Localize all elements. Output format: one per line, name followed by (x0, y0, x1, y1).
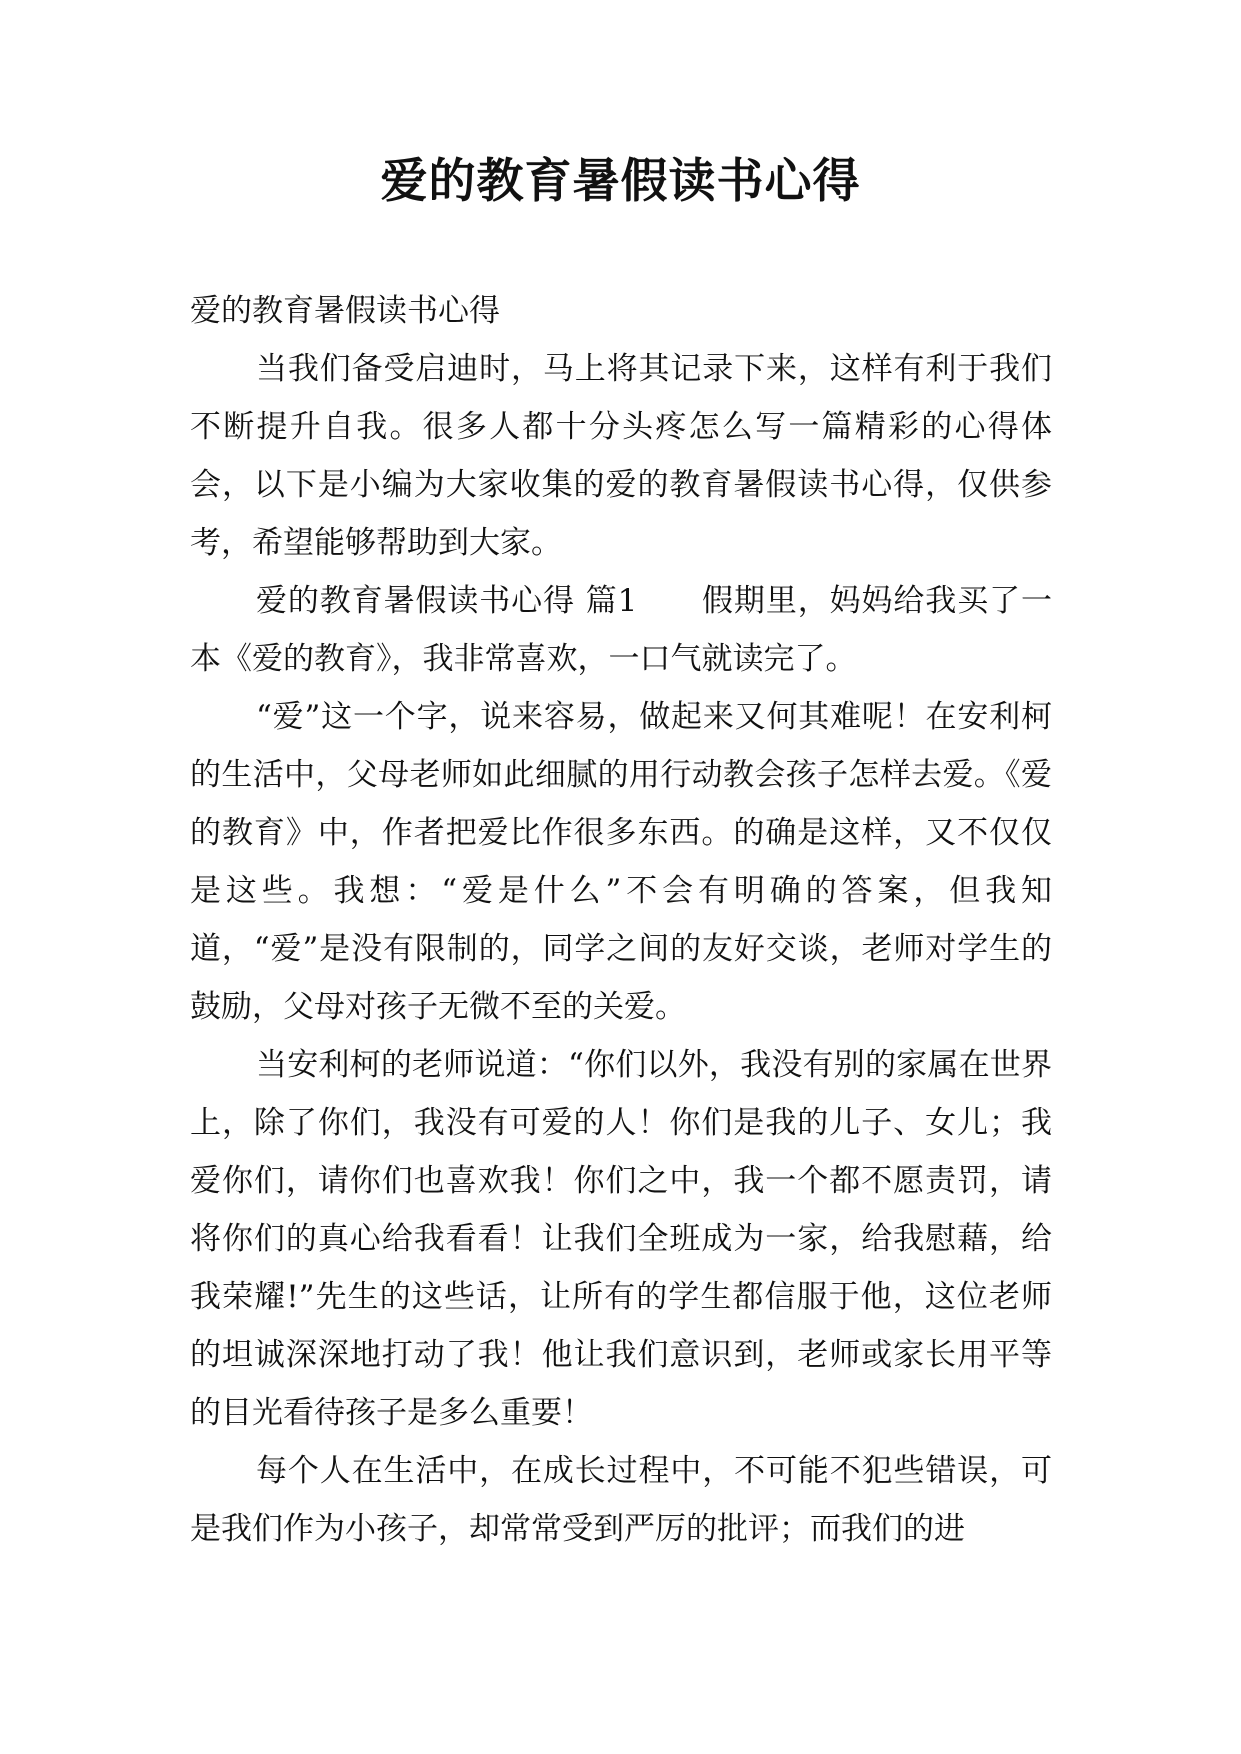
document-title: 爱的教育暑假读书心得 (380, 154, 861, 209)
paragraph-teacher: 当安利柯的老师说道：“你们以外，我没有别的家属在世界上，除了你们，我没有可爱的人！你们是我的儿子、女儿；我爱你们，请你们也喜欢我！你们之中，我一个都不愿责罚，请将你们的真心给我看看！让我们全班成为一家，给我慰藉，给我荣耀!”先生的这些话，让所有的学生都信服于他，这位老师的坦诚深深地打动了我！他让我们意识到，老师或家长用平等的目光看待孩子是多么重要！ (190, 1047, 1052, 1431)
paragraph-love: “爱”这一个字，说来容易，做起来又何其难呢！在安利柯的生活中，父母老师如此细腻的用行动教会孩子怎样去爱。《爱的教育》中，作者把爱比作很多东西。的确是这样，又不仅仅是这些。我想：“爱是什么”不会有明确的答案，但我知道，“爱”是没有限制的，同学之间的友好交谈，老师对学生的鼓励，父母对孩子无微不至的关爱。 (190, 699, 1052, 1025)
paragraph-intro: 当我们备受启迪时，马上将其记录下来，这样有利于我们不断提升自我。很多人都十分头疼怎么写一篇精彩的心得体会，以下是小编为大家收集的爱的教育暑假读书心得，仅供参考，希望能够帮助到大家。 (190, 351, 1052, 561)
document-subtitle: 爱的教育暑假读书心得 (190, 293, 500, 329)
paragraph-mistakes: 每个人在生活中，在成长过程中，不可能不犯些错误，可是我们作为小孩子，却常常受到严厉的批评；而我们的进 (190, 1453, 1052, 1547)
paragraph-chapter-1: 爱的教育暑假读书心得 篇1 假期里，妈妈给我买了一本《爱的教育》，我非常喜欢，一口气就读完了。 (190, 583, 1052, 677)
document-body (190, 282, 1052, 1558)
